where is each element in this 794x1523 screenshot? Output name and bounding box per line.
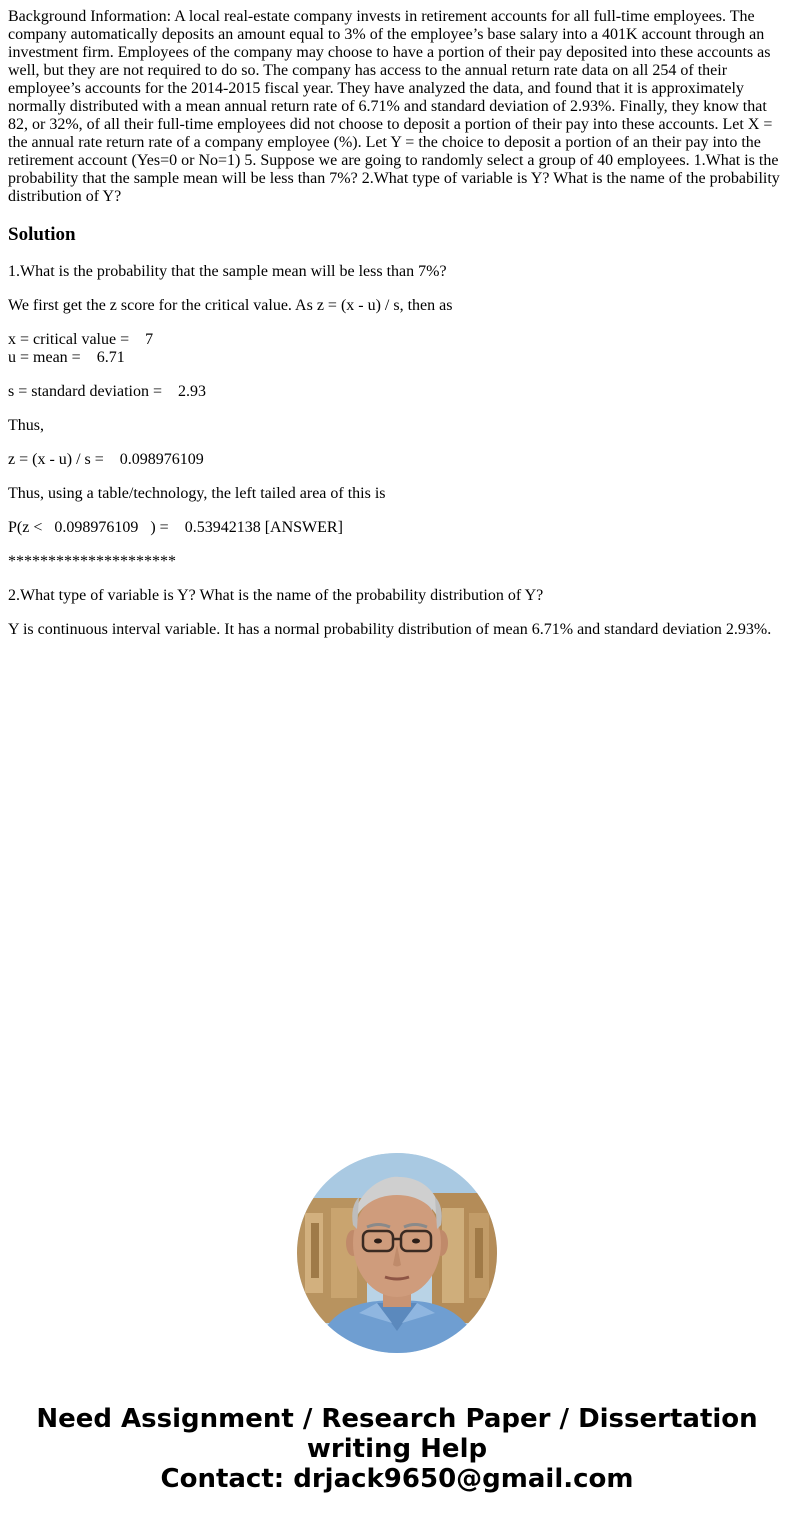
promo-line-1: Need Assignment / Research Paper / Dissertation bbox=[36, 1404, 758, 1434]
question-2-text: 2.What type of variable is Y? What is the name of the probability distribution of Y? bbox=[8, 587, 544, 604]
avatar bbox=[297, 1153, 497, 1353]
promo-contact-line: Contact: drjack9650@gmail.com bbox=[160, 1464, 634, 1494]
thus-text-1: Thus, bbox=[8, 417, 44, 434]
promo-line-2: writing Help bbox=[306, 1434, 488, 1464]
document-content bbox=[8, 8, 786, 655]
u-mean-value: u = mean = 6.71 bbox=[8, 349, 125, 366]
probability-answer: P(z < 0.098976109 ) = 0.53942138 [ANSWER] bbox=[8, 519, 343, 536]
promo-banner bbox=[0, 1404, 794, 1494]
question-text: Background Information: A local real-estate company invests in retirement accounts for all full-time employees. The company automatically deposits an amount equal to 3% of the employee’s base salary into a 401K account through an investment firm. Employees of the company may choose to have a portion of their pay deposited into these accounts as well, but they are not required to do so. The company has access to the annual return rate data on all 254 of their employee’s accounts for the 2014-2015 fiscal year. They have analyzed the data, and found that it is approximately normally distributed with a mean annual return rate of 6.71% and standard deviation of 2.93%. Finally, they know that 82, or 32%, of all their full-time employees did not choose to deposit a portion of their pay into these accounts. Let X = the annual rate return rate of a company employee (%). Let Y = the choice to deposit a portion of an their pay into the retirement account (Yes=0 or No=1) 5. Suppose we are going to randomly select a group of 40 employees. 1.What is the probability that the sample mean will be less than 7%? 2.What type of variable is Y? What is the name of the probability distribution of Y? bbox=[8, 8, 780, 205]
z-score-result: z = (x - u) / s = 0.098976109 bbox=[8, 451, 204, 468]
x-critical-value: x = critical value = 7 bbox=[8, 331, 154, 348]
s-standard-deviation: s = standard deviation = 2.93 bbox=[8, 383, 207, 400]
thus-text-2: Thus, using a table/technology, the left tailed area of this is bbox=[8, 485, 386, 502]
question-1-text: 1.What is the probability that the sample mean will be less than 7%? bbox=[8, 263, 447, 280]
separator-stars: ********************* bbox=[8, 553, 176, 570]
answer-2-text: Y is continuous interval variable. It has a normal probability distribution of mean 6.71% and standard deviation 2.93%. bbox=[8, 621, 772, 638]
avatar-portrait-image bbox=[297, 1153, 497, 1353]
solution-intro: We first get the z score for the critical value. As z = (x - u) / s, then as bbox=[8, 297, 453, 314]
solution-heading: Solution bbox=[8, 224, 76, 245]
variables-block bbox=[8, 331, 786, 367]
